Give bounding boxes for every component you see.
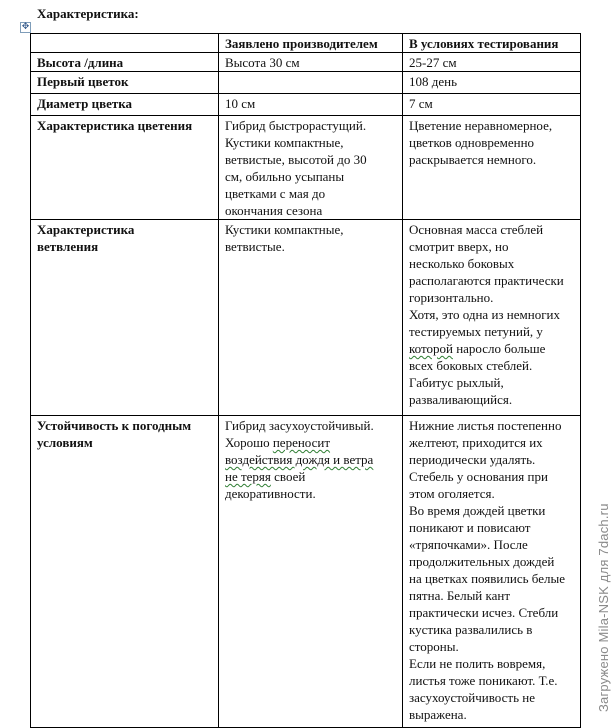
table-row xyxy=(31,94,581,116)
table-row xyxy=(31,220,581,416)
watermark xyxy=(582,462,611,712)
declared-cell xyxy=(219,416,403,728)
table-row xyxy=(31,116,581,220)
tested-cell: Цветение неравномерное, цветков одновременно раскрывается немного. xyxy=(403,116,581,220)
tested-cell xyxy=(403,220,581,416)
row-label: Диаметр цветка xyxy=(31,94,219,116)
row-label: Характеристика цветения xyxy=(31,116,219,220)
tested-cell: Нижние листья постепенно желтеют, приходится их периодически удалять. Стебель у основания при этом оголяется. Во время дождей цветки поникают и повисают «тряпочками». После продолжительных дождей на цветках появились белые пятна. Белый кант практически исчез. Стебли кустика развалились в стороны. Если не полить вовремя, листья тоже поникают. Т.е. засухоустойчивость не выражена. xyxy=(403,416,581,728)
characteristics-table xyxy=(30,33,581,728)
tested-cell: 108 день xyxy=(403,72,581,94)
tested-text: Основная масса стеблей смотрит вверх, но несколько боковых располагаются практически горизонтально. Хотя, это одна из немногих тестируемых петуний, у xyxy=(409,222,564,339)
spellcheck-marked-word[interactable]: которой xyxy=(409,341,453,356)
tested-text: наросло больше всех боковых стеблей. Габитус рыхлый, разваливающийся. xyxy=(409,341,546,407)
header-cell-declared: Заявлено производителем xyxy=(219,34,403,53)
declared-cell: Кустики компактные, ветвистые. xyxy=(219,220,403,416)
tested-cell: 25-27 см xyxy=(403,53,581,72)
row-label: Характеристика ветвления xyxy=(31,220,219,416)
table-row xyxy=(31,53,581,72)
declared-cell: Гибрид быстрорастущий. Кустики компактные, ветвистые, высотой до 30 см, обильно усыпаны цветками с мая до окончания сезона xyxy=(219,116,403,220)
declared-cell: Высота 30 см xyxy=(219,53,403,72)
table-row xyxy=(31,416,581,728)
row-label: Устойчивость к погодным условиям xyxy=(31,416,219,728)
row-label: Первый цветок xyxy=(31,72,219,94)
declared-text: своей декоративности. xyxy=(225,469,316,501)
tested-cell: 7 см xyxy=(403,94,581,116)
declared-text: Гибрид засухоустойчивый. Хорошо xyxy=(225,418,374,450)
table-header-row xyxy=(31,34,581,53)
header-cell-empty xyxy=(31,34,219,53)
declared-cell: 10 см xyxy=(219,94,403,116)
spellcheck-marked-phrase[interactable]: переносит воздействия дождя и ветра не теряя xyxy=(225,435,374,484)
watermark-text: Загружено Mila-NSK для 7dach.ru xyxy=(596,503,611,712)
declared-cell xyxy=(219,72,403,94)
row-label: Высота /длина xyxy=(31,53,219,72)
section-title: Характеристика: xyxy=(37,6,139,21)
table-move-handle-icon[interactable]: ✥ xyxy=(21,22,30,32)
table-row xyxy=(31,72,581,94)
header-cell-tested: В условиях тестирования xyxy=(403,34,581,53)
